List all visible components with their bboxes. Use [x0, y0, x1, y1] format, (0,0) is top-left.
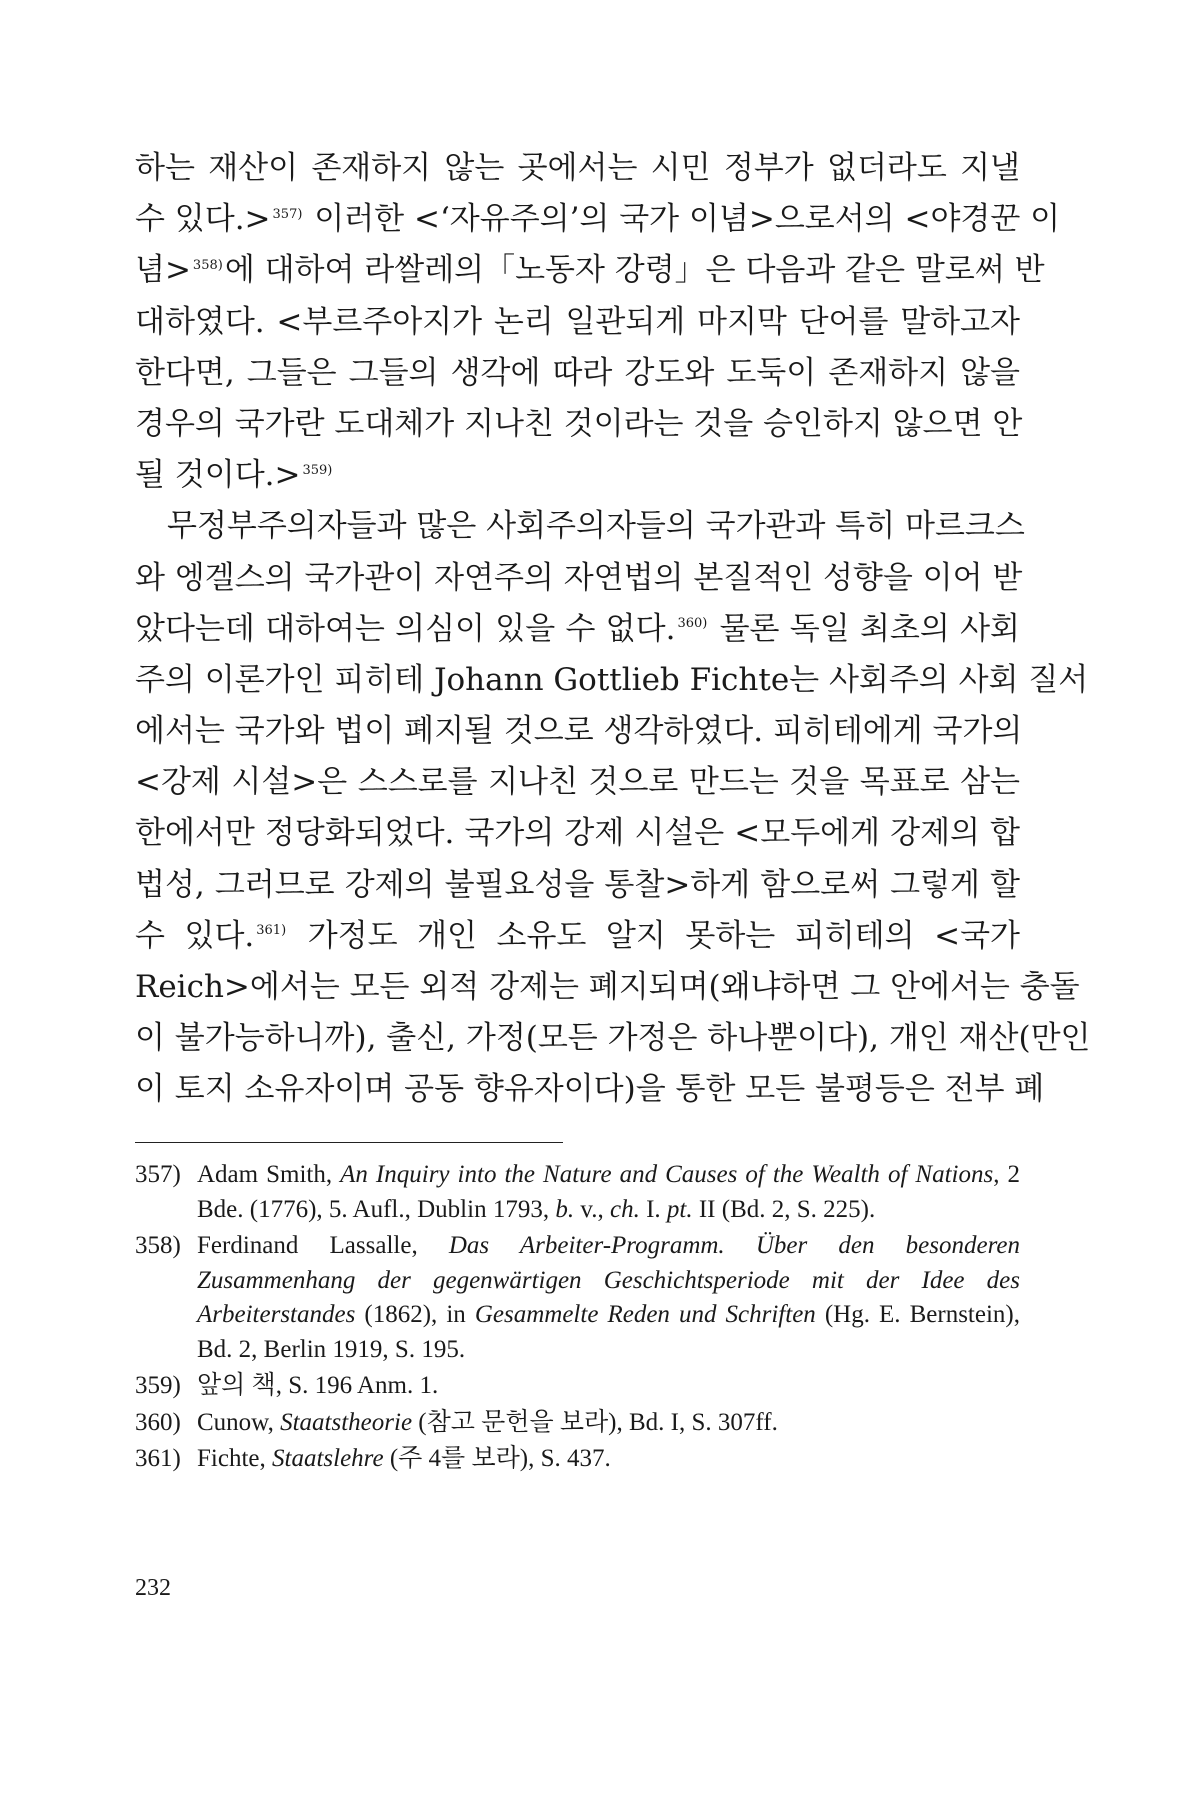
body-line — [135, 553, 1023, 604]
footnote-fragment: v., — [574, 1195, 610, 1223]
body-line — [135, 450, 1020, 501]
body-line-text: 이 토지 소유자이며 공동 향유자이다)을 통한 모든 불평등은 전부 폐 — [135, 1071, 1045, 1108]
body-line-text: 한다면, 그들은 그들의 생각에 따라 강도와 도둑이 존재하지 않을 — [135, 354, 1020, 391]
footnote-title: Staatstheorie — [280, 1408, 413, 1436]
footnote-fragment: Adam Smith, — [197, 1161, 341, 1188]
body-line — [135, 860, 1020, 911]
footnote-fragment: I. — [639, 1195, 667, 1223]
body-line-text: 수 있다. — [135, 917, 255, 954]
body-line-text: 물론 독일 최초의 사회 — [709, 610, 1020, 647]
footnote-entry — [135, 1406, 1020, 1441]
footnote-title: ch. — [609, 1195, 640, 1223]
body-line-text: <강제 시설>은 스스로를 지나친 것으로 만드는 것을 목표로 삼는 — [135, 764, 1020, 801]
footnote-fragment: (주 4를 보라), S. 437. — [383, 1445, 611, 1472]
page-number: 232 — [135, 1575, 171, 1601]
footnote-fragment: II (Bd. 2, S. 225). — [692, 1195, 876, 1223]
footnote-title: b. — [555, 1195, 575, 1223]
body-line — [135, 297, 1020, 348]
footnote-number: 359) — [135, 1372, 181, 1399]
footnote-text — [197, 1406, 1020, 1441]
footnote-entry — [135, 1442, 1020, 1477]
footnote-reference[interactable]: 358) — [192, 258, 223, 274]
body-line — [135, 143, 1020, 194]
body-line-text: 법성, 그러므로 강제의 불필요성을 통찰>하게 함으로써 그렇게 할 — [135, 866, 1020, 903]
body-line-text: 에 대하여 라쌀레의「노동자 강령」은 다음과 같은 말로써 반 — [224, 252, 1045, 289]
footnote-number: 360) — [135, 1408, 181, 1436]
body-line-text: 았다는데 대하여는 의심이 있을 수 없다. — [135, 610, 676, 647]
footnote-text — [197, 1369, 1020, 1404]
body-line — [135, 808, 1020, 859]
footnote-entry — [135, 1158, 1020, 1227]
body-line-text: 한에서만 정당화되었다. 국가의 강제 시설은 <모두에게 강제의 합 — [135, 815, 1020, 852]
footnote-reference[interactable]: 361) — [256, 923, 287, 939]
footnote-title: An Inquiry into the Nature and Causes of the Wealth of Nations — [340, 1161, 994, 1188]
footnote-number: 358) — [135, 1232, 181, 1259]
footnote-fragment: (1862), in — [355, 1301, 475, 1328]
body-line-text: 이 불가능하니까), 출신, 가정(모든 가정은 하나뿐이다), 개인 재산(만인 — [135, 1020, 1091, 1057]
body-line — [135, 194, 1061, 245]
body-line-text: 념> — [135, 252, 191, 289]
body-line — [135, 757, 1020, 808]
body-line-text: 가정도 개인 소유도 알지 못하는 피히테의 <국가 — [288, 917, 1020, 954]
body-line — [135, 501, 1025, 552]
body-line — [135, 655, 1089, 706]
body-line-text: 수 있다.> — [135, 201, 271, 238]
footnote-number: 361) — [135, 1445, 181, 1472]
body-line-text: 와 엥겔스의 국가관이 자연주의 자연법의 본질적인 성향을 이어 받 — [135, 559, 1023, 596]
body-line-text: 경우의 국가란 도대체가 지나친 것이라는 것을 승인하지 않으면 안 — [135, 405, 1023, 442]
footnote-fragment: Cunow, — [197, 1408, 281, 1436]
body-line — [135, 604, 1020, 655]
body-text — [135, 143, 1091, 1116]
footnote-reference[interactable]: 357) — [272, 206, 303, 222]
body-line — [135, 706, 1023, 757]
body-line — [135, 245, 1045, 296]
body-line-text: 에서는 국가와 법이 폐지될 것으로 생각하였다. 피히테에게 국가의 — [135, 713, 1023, 750]
footnotes — [135, 1158, 1020, 1479]
body-line — [135, 399, 1023, 450]
body-line-text: 이러한 <‘자유주의’의 국가 이념>으로서의 <야경꾼 이 — [304, 201, 1061, 238]
footnote-entry — [135, 1229, 1020, 1367]
body-line-text: 될 것이다.> — [135, 457, 301, 494]
footnote-fragment: Ferdinand Lassalle, — [197, 1232, 449, 1259]
footnote-fragment: 앞의 책, S. 196 Anm. 1. — [197, 1372, 439, 1399]
footnote-fragment: Fichte, — [197, 1445, 272, 1472]
footnote-title: Gesammelte Reden und Schriften — [474, 1301, 816, 1328]
body-line — [135, 911, 1020, 962]
footnote-title: Das Arbeiter-Programm. Über den besonderen Zusammenhang der gegenwärtigen Geschichtsperiode mit der Idee des Arbeiterstandes — [197, 1232, 1020, 1328]
body-line-text: 주의 이론가인 피히테 Johann Gottlieb Fichte는 사회주의 사회 질서 — [135, 661, 1089, 698]
footnote-fragment: , 2 Bde. (1776), 5. Aufl., Dublin 1793, — [197, 1161, 1020, 1223]
body-line — [135, 1064, 1045, 1115]
footnote-text — [197, 1442, 1020, 1477]
body-line-text: 대하였다. <부르주아지가 논리 일관되게 마지막 단어를 말하고자 — [135, 303, 1020, 340]
footnote-reference[interactable]: 360) — [677, 616, 708, 632]
body-line — [135, 348, 1020, 399]
footnote-reference[interactable]: 359) — [302, 462, 333, 478]
footnote-divider — [135, 1142, 563, 1143]
footnote-title: Staatslehre — [272, 1445, 384, 1472]
footnote-text — [197, 1158, 1020, 1227]
footnote-fragment: (Hg. E. Bernstein), Bd. 2, Berlin 1919, S. 195. — [197, 1301, 1020, 1363]
footnote-fragment: (참고 문헌을 보라), Bd. I, S. 307ff. — [412, 1408, 778, 1436]
body-line-text: Reich>에서는 모든 외적 강제는 폐지되며(왜냐하면 그 안에서는 충돌 — [135, 969, 1080, 1005]
footnote-number: 357) — [135, 1161, 181, 1188]
body-line — [135, 1013, 1091, 1064]
body-line — [135, 962, 1080, 1013]
footnote-text — [197, 1229, 1020, 1367]
body-line-text: 하는 재산이 존재하지 않는 곳에서는 시민 정부가 없더라도 지낼 — [135, 150, 1020, 186]
footnote-entry — [135, 1369, 1020, 1404]
footnote-title: pt. — [666, 1195, 693, 1223]
body-line-text: 무정부주의자들과 많은 사회주의자들의 국가관과 특히 마르크스 — [167, 508, 1025, 545]
